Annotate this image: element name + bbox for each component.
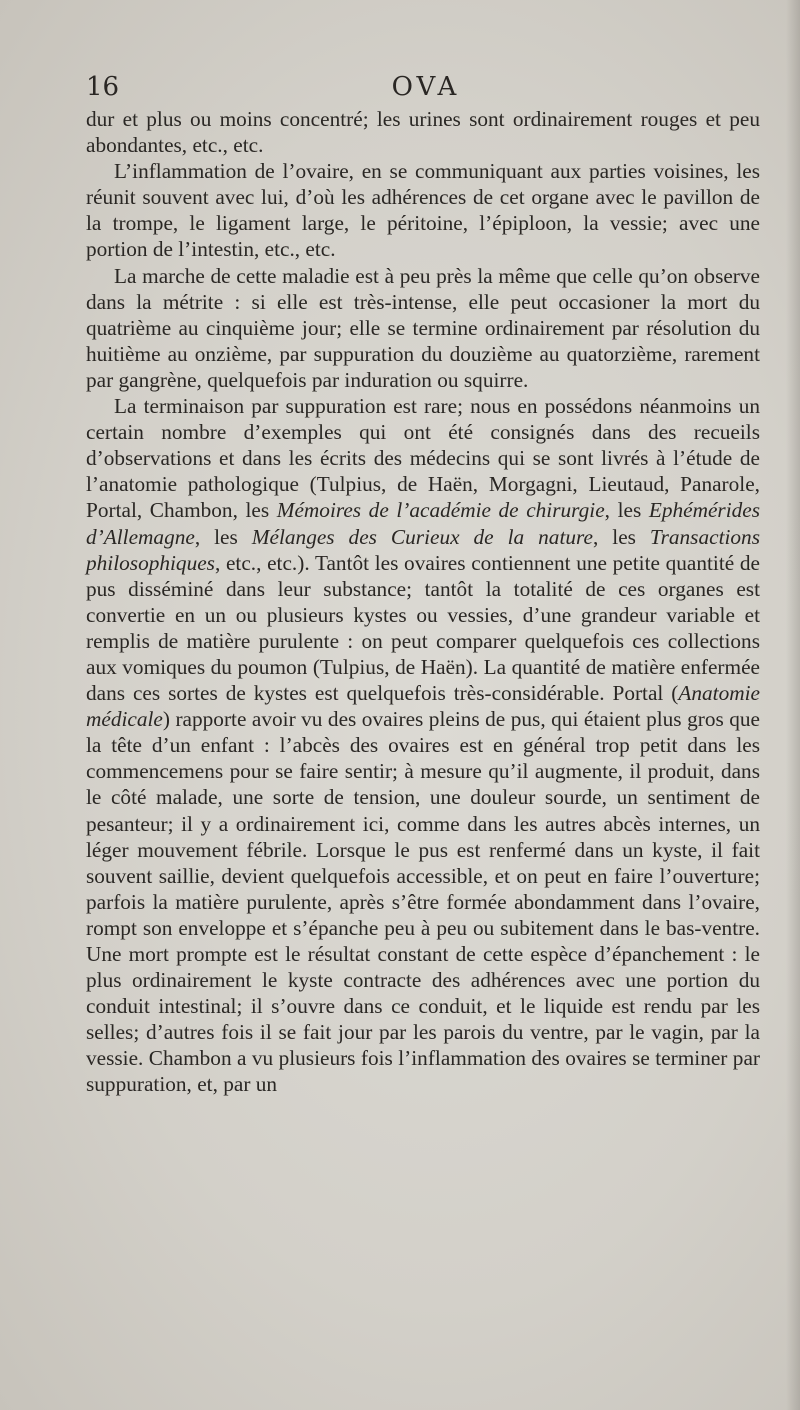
text-run: La terminaison par suppuration est rare; nous en possédons néanmoins un certain nombre d’exemples qui ont été consignés dans des recueils d’observations et dans les écrits des médecins qui se sont livrés à l’étude de l’anatomie pathologique (Tulpius, de Haën, Morgagni, Lieutaud, Panarole, Portal, Chambon, les xyxy=(86,394,760,523)
italic-title: Anatomie médicale xyxy=(86,681,760,732)
page-gutter-shadow xyxy=(786,0,800,1410)
italic-title: Transactions philosophiques xyxy=(86,524,760,575)
paragraph xyxy=(86,106,760,158)
text-run: ) rapporte avoir vu des ovaires pleins de pus, qui étaient plus gros que la tête d’un enfant : l’abcès des ovaires est en général trop petit dans les commencemens pour se faire sentir; à mesure qu’il augmente, il produit, dans le côté malade, une sorte de tension, une douleur sourde, un sentiment de pesanteur; il y a ordinairement ici, comme dans les autres abcès internes, un léger mouvement fébrile. Lorsque le pus est renfermé dans un kyste, il fait souvent saillie, devient quelquefois accessible, et on peut en faire l’ouverture; parfois la matière purulente, après s’être formée abondamment dans l’ovaire, rompt son enveloppe et s’épanche peu à peu ou subitement dans le bas-ventre. Une mort prompte est le résultat constant de cette espèce d’épanchement : le plus ordinairement le kyste contracte des adhérences avec une portion du conduit intestinal; il s’ouvre dans ce conduit, et le liquide est rendu par les selles; d’autres fois il se fait jour par les parois du ventre, par le vagin, par la vessie. Chambon a vu plusieurs fois l’inflammation des ovaires se terminer par suppuration, et, par un xyxy=(86,707,760,1097)
page-number: 16 xyxy=(86,72,120,102)
paragraph xyxy=(86,393,760,1098)
text-run: , les xyxy=(194,524,252,549)
running-head: OVA xyxy=(391,72,461,102)
text-run: , les xyxy=(592,524,650,549)
text-run: , etc., etc.). Tantôt les ovaires contiennent une petite quantité de pus disséminé dans leur substance; tantôt la totalité de ces organes est convertie en un ou plusieurs kystes ou vessies, d’une grandeur variable et remplis de matière purulente : on peut comparer quelquefois ces collections aux vomiques du poumon (Tulpius, de Haën). La quantité de matière enfermée dans ces sortes de kystes est quelquefois très-considérable. Portal ( xyxy=(86,550,760,706)
italic-title: Mélanges des Curieux de la nature xyxy=(251,524,593,549)
text-run: dur et plus ou moins concentré; les urines sont ordinairement rouges et peu abondantes, etc., etc. xyxy=(86,107,760,158)
text-run: La marche de cette maladie est à peu près la même que celle qu’on observe dans la métrite : si elle est très-intense, elle peut occasioner la mort du quatrième au cinquième jour; elle se termine ordinairement par résolution du huitième au onzième, par suppuration du douzième au quatorzième, rarement par gangrène, quelquefois par induration ou squirre. xyxy=(86,263,760,392)
paragraph xyxy=(86,263,760,393)
page-header xyxy=(86,72,766,108)
text-run: L’inflammation de l’ovaire, en se communiquant aux parties voisines, les réunit souvent avec lui, d’où les adhérences de cet organe avec le pavillon de la trompe, le ligament large, le péritoine, l’épiploon, la vessie; avec une portion de l’intestin, etc., etc. xyxy=(86,159,760,262)
body-text xyxy=(86,106,760,1098)
text-run: , les xyxy=(604,498,649,523)
italic-title: Mémoires de l’académie de chirurgie xyxy=(276,498,605,523)
paragraph xyxy=(86,158,760,262)
italic-title: Ephémérides d’Allemagne xyxy=(86,498,760,549)
